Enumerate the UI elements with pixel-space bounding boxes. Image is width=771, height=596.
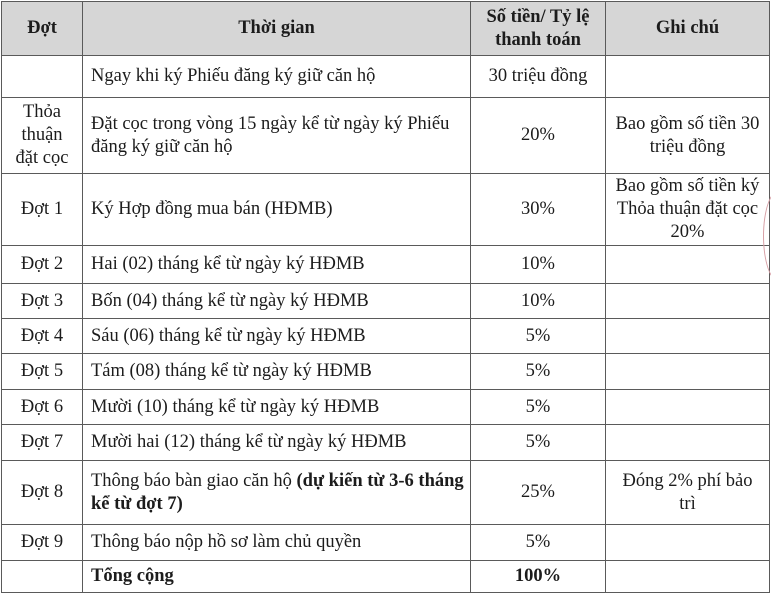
row-time: Ngay khi ký Phiếu đăng ký giữ căn hộ [83,56,471,98]
row-dot: Đợt 8 [2,461,83,525]
header-so-tien-line2: thanh toán [495,29,581,50]
row-dot: Đợt 9 [2,525,83,561]
row-amount: 5% [471,425,606,461]
row-amount: 10% [471,284,606,319]
row-amount: 30 triệu đồng [471,56,606,98]
table-row [2,354,770,390]
row-dot: Đợt 4 [2,319,83,354]
total-label: Tổng cộng [83,561,471,593]
row-dot: Đợt 1 [2,174,83,246]
row-note [606,56,770,98]
total-amount: 100% [471,561,606,593]
total-row [2,561,770,593]
row-time: Ký Hợp đồng mua bán (HĐMB) [83,174,471,246]
row-amount: 5% [471,319,606,354]
row-dot: Đợt 3 [2,284,83,319]
total-note [606,561,770,593]
table-row [2,461,770,525]
row-note: Bao gồm số tiền 30 triệu đồng [606,98,770,174]
row-time-text: Thông báo bàn giao căn hộ [91,470,297,491]
row-dot [2,56,83,98]
row-amount: 5% [471,525,606,561]
row-amount: 25% [471,461,606,525]
row-note: Bao gồm số tiền ký Thỏa thuận đặt cọc 20% [606,174,770,246]
row-dot: Đợt 7 [2,425,83,461]
table-row [2,390,770,425]
header-so-tien [471,2,606,56]
row-amount: 30% [471,174,606,246]
row-dot: Đợt 2 [2,246,83,284]
row-amount: 5% [471,390,606,425]
row-time: Hai (02) tháng kể từ ngày ký HĐMB [83,246,471,284]
row-note [606,425,770,461]
row-note [606,284,770,319]
row-time: Thông báo nộp hồ sơ làm chủ quyền [83,525,471,561]
row-time: Tám (08) tháng kể từ ngày ký HĐMB [83,354,471,390]
total-dot [2,561,83,593]
table-row [2,425,770,461]
row-note [606,319,770,354]
row-note [606,525,770,561]
row-dot: Đợt 6 [2,390,83,425]
row-dot: Thỏa thuận đặt cọc [2,98,83,174]
table-row [2,284,770,319]
table-row [2,56,770,98]
header-so-tien-line1: Số tiền/ Tỷ lệ [486,6,590,27]
row-time: Mười (10) tháng kể từ ngày ký HĐMB [83,390,471,425]
row-dot: Đợt 5 [2,354,83,390]
table-row [2,174,770,246]
table-row [2,98,770,174]
table-row [2,319,770,354]
row-time [83,461,471,525]
row-time: Sáu (06) tháng kể từ ngày ký HĐMB [83,319,471,354]
header-row [2,2,770,56]
table-row [2,525,770,561]
payment-schedule-table [1,1,770,593]
header-ghi-chu: Ghi chú [606,2,770,56]
row-note [606,354,770,390]
row-note [606,390,770,425]
table-row [2,246,770,284]
row-time: Mười hai (12) tháng kể từ ngày ký HĐMB [83,425,471,461]
row-amount: 5% [471,354,606,390]
header-thoi-gian: Thời gian [83,2,471,56]
row-amount: 10% [471,246,606,284]
row-time: Đặt cọc trong vòng 15 ngày kể từ ngày ký Phiếu đăng ký giữ căn hộ [83,98,471,174]
row-amount: 20% [471,98,606,174]
header-dot: Đợt [2,2,83,56]
row-note [606,246,770,284]
row-time: Bốn (04) tháng kể từ ngày ký HĐMB [83,284,471,319]
row-note: Đóng 2% phí bảo trì [606,461,770,525]
row-time-bold-text: (dự kiến từ 3-6 tháng kể từ đợt 7) [91,470,464,514]
